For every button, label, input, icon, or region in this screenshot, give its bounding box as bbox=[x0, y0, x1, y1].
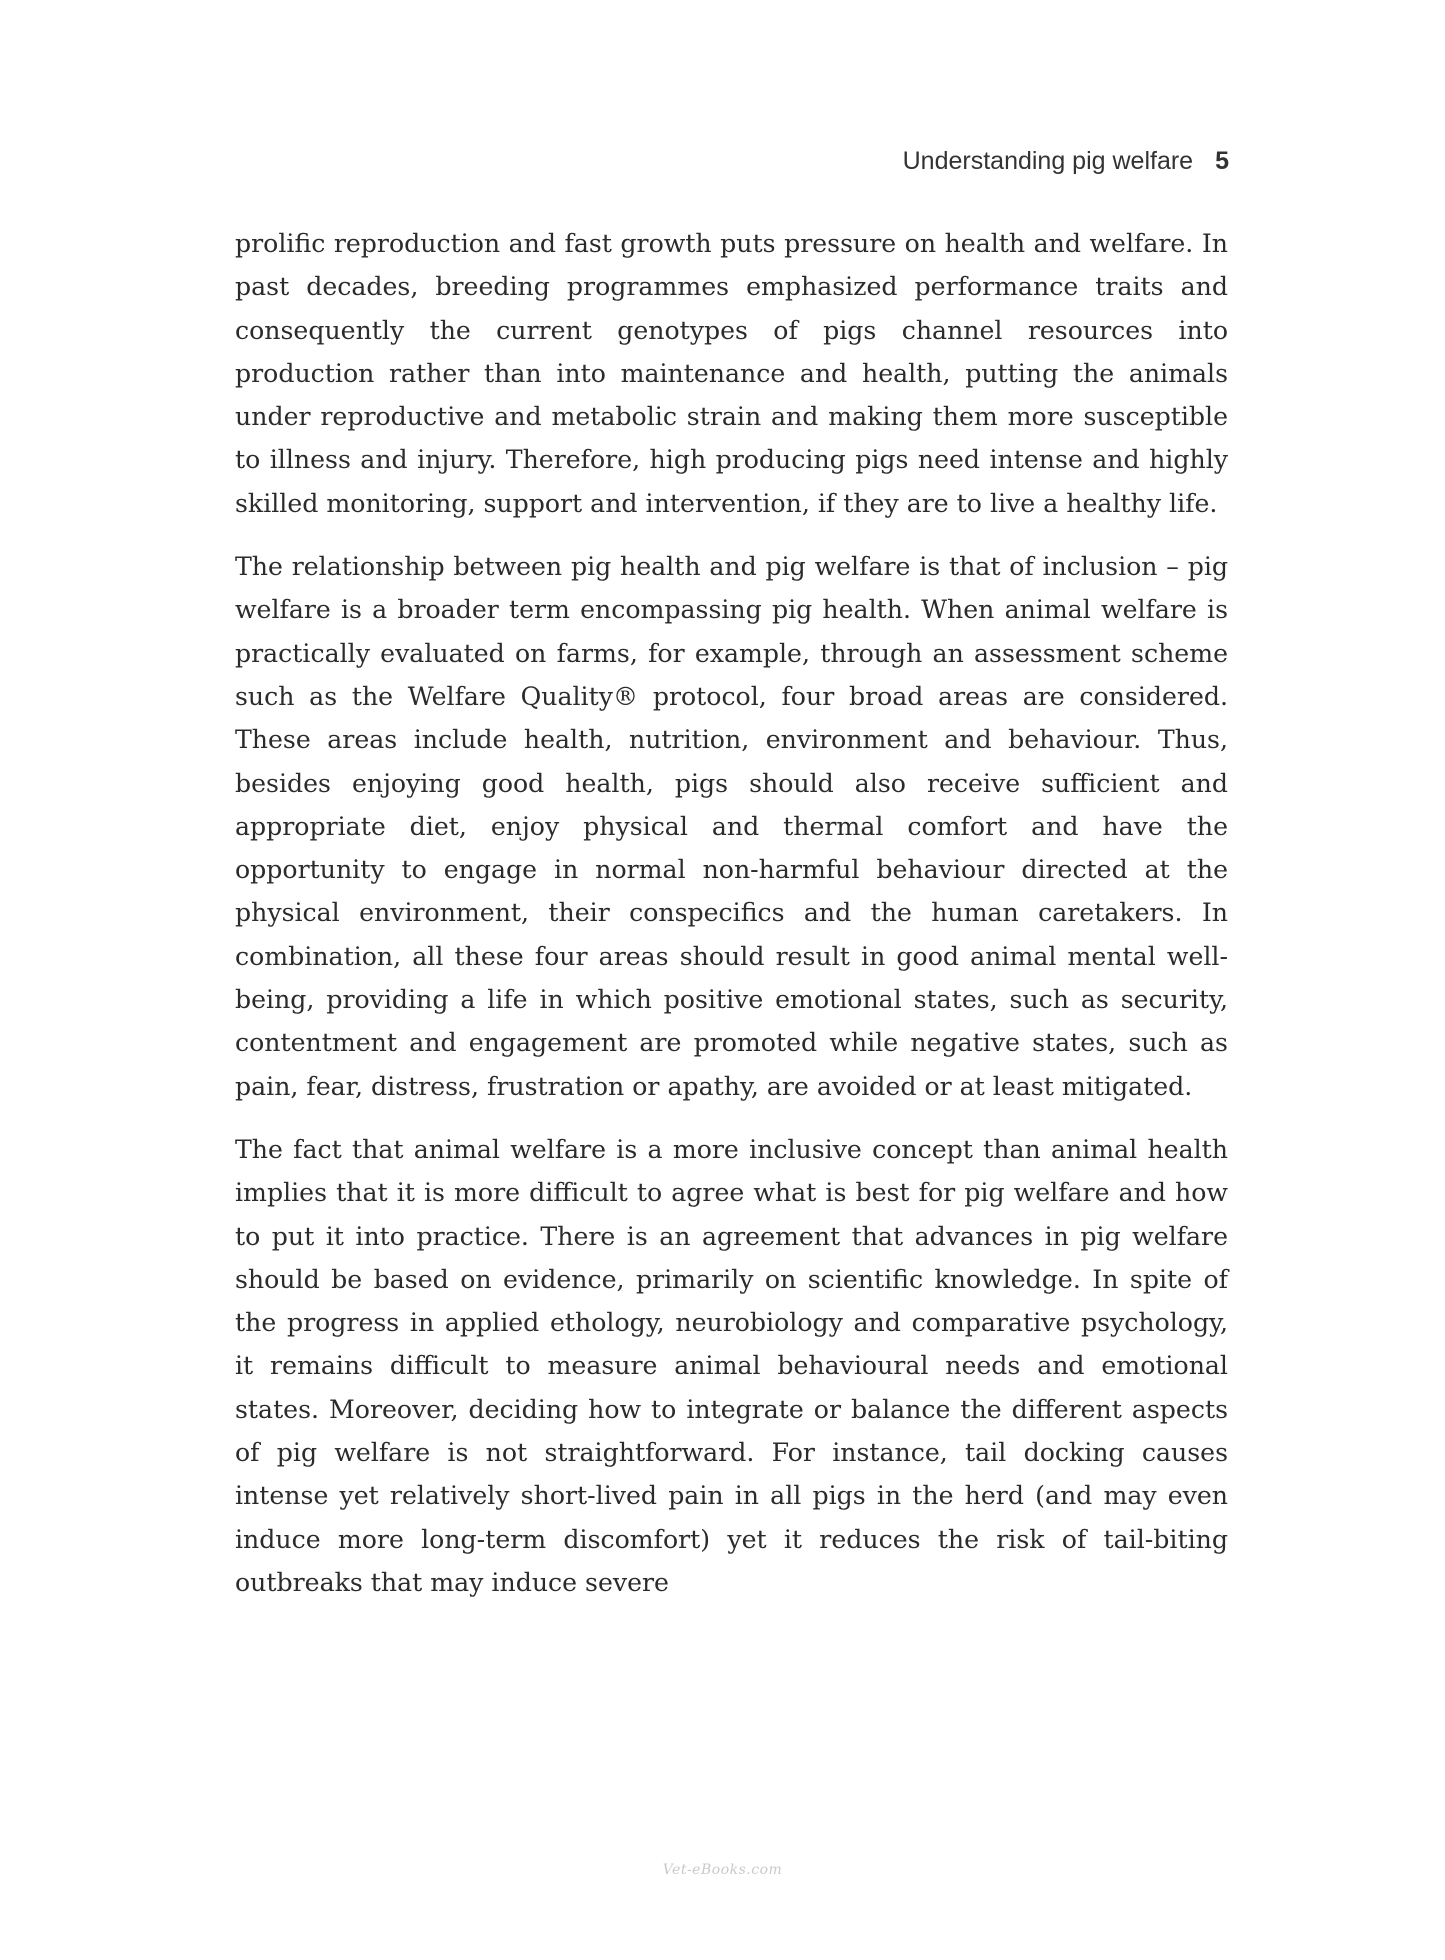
paragraph: The fact that animal welfare is a more inclusive concept than animal health implies that it is more difficult to agree what is best for pig welfare and how to put it into practice. There is an agreement that advances in pig welfare should be based on evidence, primarily on scientific knowledge. In spite of the progress in applied ethology, neurobiology and comparative psychology, it remains difficult to measure animal behavioural needs and emotional states. Moreover, deciding how to integrate or balance the different aspects of pig welfare is not straightforward. For instance, tail docking causes intense yet relatively short-lived pain in all pigs in the herd (and may even induce more long-term discomfort) yet it reduces the risk of tail-biting outbreaks that may induce severe bbox=[235, 1134, 1228, 1597]
running-header bbox=[903, 147, 1229, 176]
page-number: 5 bbox=[1215, 147, 1229, 175]
watermark: Vet-eBooks.com bbox=[662, 1862, 783, 1878]
paragraph: The relationship between pig health and pig welfare is that of inclusion – pig welfare is a broader term encompassing pig health. When animal welfare is practically evaluated on farms, for example, through an assessment scheme such as the Welfare Quality® protocol, four broad areas are considered. These areas include health, nutrition, environment and behaviour. Thus, besides enjoying good health, pigs should also receive sufficient and appropriate diet, enjoy physical and thermal comfort and have the opportunity to engage in normal non-harmful behaviour directed at the physical environment, their conspecifics and the human caretakers. In combination, all these four areas should result in good animal mental well-being, providing a life in which positive emotional states, such as security, contentment and engagement are promoted while negative states, such as pain, fear, distress, frustration or apathy, are avoided or at least mitigated. bbox=[235, 552, 1228, 1101]
body-text bbox=[235, 222, 1228, 1624]
paragraph: prolific reproduction and fast growth puts pressure on health and welfare. In past decades, breeding programmes emphasized performance traits and consequently the current genotypes of pigs channel resources into production rather than into maintenance and health, putting the animals under reproductive and metabolic strain and making them more susceptible to illness and injury. Therefore, high producing pigs need intense and highly skilled monitoring, support and intervention, if they are to live a healthy life. bbox=[235, 229, 1228, 518]
running-title: Understanding pig welfare bbox=[902, 147, 1194, 175]
